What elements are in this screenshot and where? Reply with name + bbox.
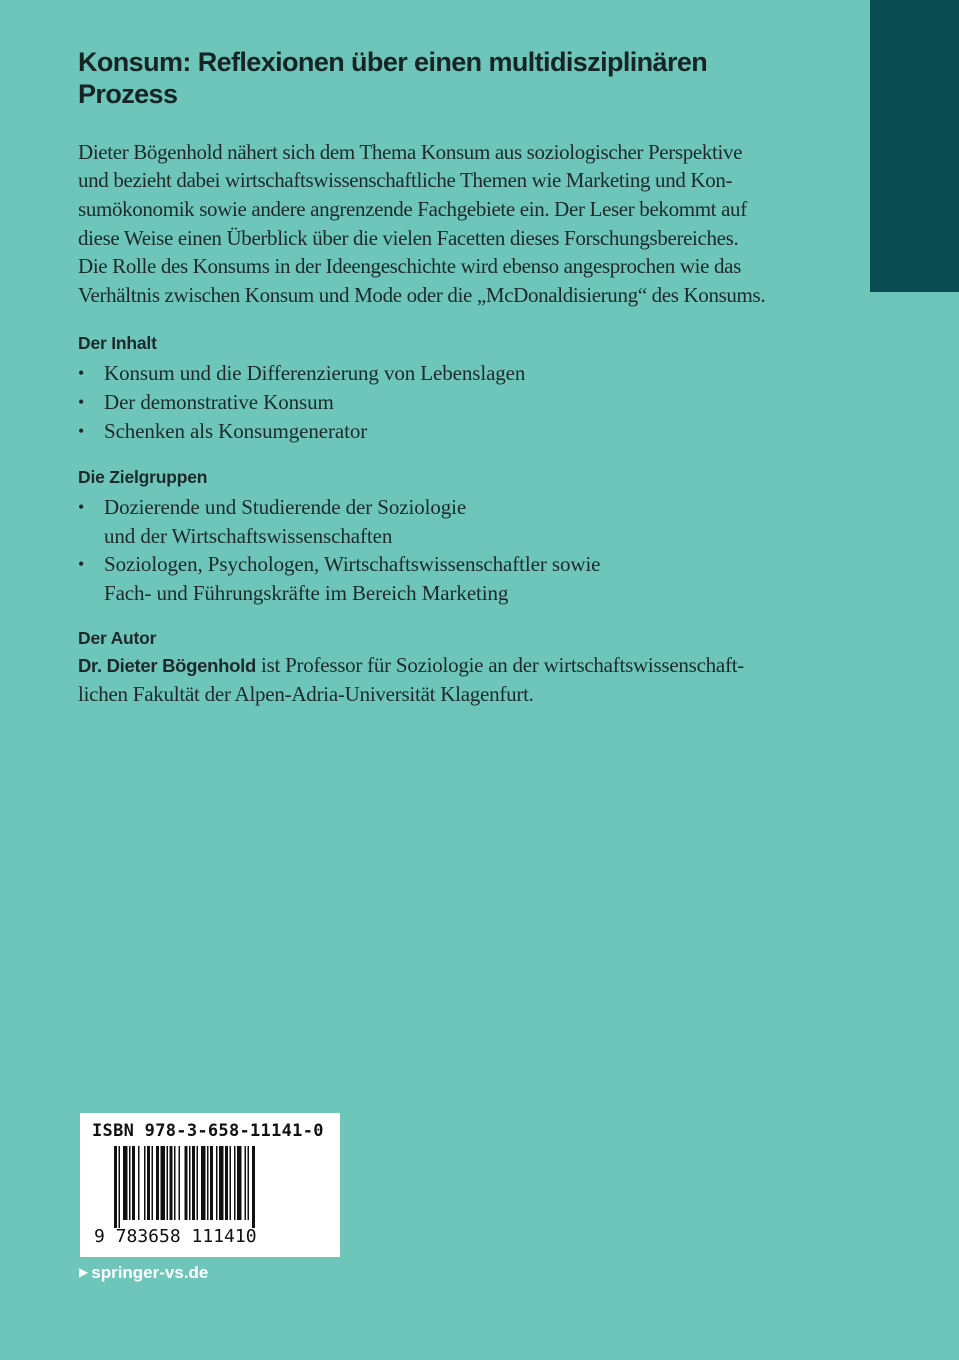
list-item: [78, 550, 798, 607]
back-cover-text: [78, 46, 798, 709]
barcode-bar: [245, 1146, 247, 1220]
barcode-bar: [138, 1146, 140, 1220]
intro-line: Verhältnis zwischen Konsum und Mode oder die „McDonaldisierung“ des Konsums.: [78, 282, 766, 307]
barcode-bar: [132, 1146, 135, 1220]
barcode-bar: [207, 1146, 209, 1220]
barcode-bar: [152, 1146, 154, 1220]
barcode-bar: [179, 1146, 181, 1220]
barcode-bar: [129, 1146, 131, 1220]
barcode-bar: [123, 1146, 128, 1220]
barcode-bar: [114, 1146, 117, 1228]
list-item-text: • Konsum und die Differenzierung von Lebenslagen: [104, 361, 526, 386]
inhalt-list: [78, 359, 798, 445]
publisher-website[interactable]: [79, 1263, 208, 1283]
spine-color-block: [870, 0, 959, 292]
barcode-bar: [119, 1146, 121, 1228]
list-item: [78, 493, 798, 550]
list-item-text: • Dozierende und Studierende der Soziologie: [104, 495, 467, 520]
list-item: [78, 359, 798, 388]
barcode-bar: [185, 1146, 188, 1220]
list-item: [78, 388, 798, 417]
isbn-label: ISBN 978-3-658-11141-0: [92, 1121, 324, 1141]
barcode-bar: [216, 1146, 218, 1220]
intro-line: diese Weise einen Überblick über die vielen Facetten dieses Forschungsbereiches.: [78, 225, 739, 250]
barcode-bar: [248, 1146, 250, 1220]
barcode-bar: [189, 1146, 191, 1220]
inhalt-heading: Der Inhalt: [78, 333, 157, 354]
barcode-bar: [197, 1146, 199, 1220]
barcode-bar: [252, 1146, 255, 1228]
list-item: [78, 417, 798, 446]
barcode-bar: [210, 1146, 213, 1220]
barcode-bar: [219, 1146, 224, 1220]
intro-line: Die Rolle des Konsums in der Ideengeschichte wird ebenso angesprochen wie das: [78, 254, 741, 279]
author-bio: [78, 651, 798, 709]
author-bio-line: lichen Fakultät der Alpen-Adria-Universität Klagenfurt.: [78, 682, 534, 707]
list-item-text: Fach- und Führungskräfte im Bereich Marketing: [104, 580, 509, 605]
barcode-digits: 9 783658 111410: [94, 1226, 257, 1247]
barcode-bar: [225, 1146, 228, 1220]
list-item-text: • Der demonstrative Konsum: [104, 389, 334, 414]
zielgruppen-heading: Die Zielgruppen: [78, 467, 208, 488]
book-title: Konsum: Reflexionen über einen multidisziplinären Prozess: [78, 47, 708, 110]
barcode-bar: [230, 1146, 232, 1220]
list-item-text: und der Wirtschaftswissenschaften: [104, 523, 393, 548]
author-bio-text: ist Professor für Soziologie an der wirtschaftswissenschaft-: [256, 652, 745, 677]
barcode-bar: [170, 1146, 173, 1220]
barcode-bar: [161, 1146, 166, 1220]
author-name: Dr. Dieter Bögenhold: [78, 654, 256, 676]
barcode-bar: [147, 1146, 150, 1220]
intro-line: sumökonomik sowie andere angrenzende Fachgebiete ein. Der Leser bekommt auf: [78, 196, 747, 221]
barcode-bar: [201, 1146, 206, 1220]
list-item-text: • Schenken als Konsumgenerator: [104, 418, 368, 443]
barcode-bar: [237, 1146, 242, 1220]
author-bio-line: [78, 651, 798, 681]
barcode-bar: [174, 1146, 176, 1220]
triangle-right-icon: ▶: [79, 1265, 89, 1279]
list-item-text: • Soziologen, Psychologen, Wirtschaftswissenschaftler sowie: [104, 552, 601, 577]
intro-line: Dieter Bögenhold nähert sich dem Thema Konsum aus soziologischer Perspektive: [78, 139, 743, 164]
intro-line: und bezieht dabei wirtschaftswissenschaftliche Themen wie Marketing und Kon-: [78, 168, 733, 193]
isbn-barcode: [80, 1113, 340, 1257]
website-text: springer-vs.de: [91, 1263, 209, 1282]
barcode-bars: [114, 1146, 306, 1228]
intro-paragraph: [78, 138, 798, 310]
barcode-bar: [144, 1146, 146, 1220]
barcode-bar: [192, 1146, 195, 1220]
barcode-bar: [156, 1146, 159, 1220]
barcode-bar: [234, 1146, 236, 1220]
zielgruppen-list: [78, 493, 798, 607]
autor-heading: Der Autor: [78, 627, 157, 648]
barcode-bar: [167, 1146, 169, 1220]
